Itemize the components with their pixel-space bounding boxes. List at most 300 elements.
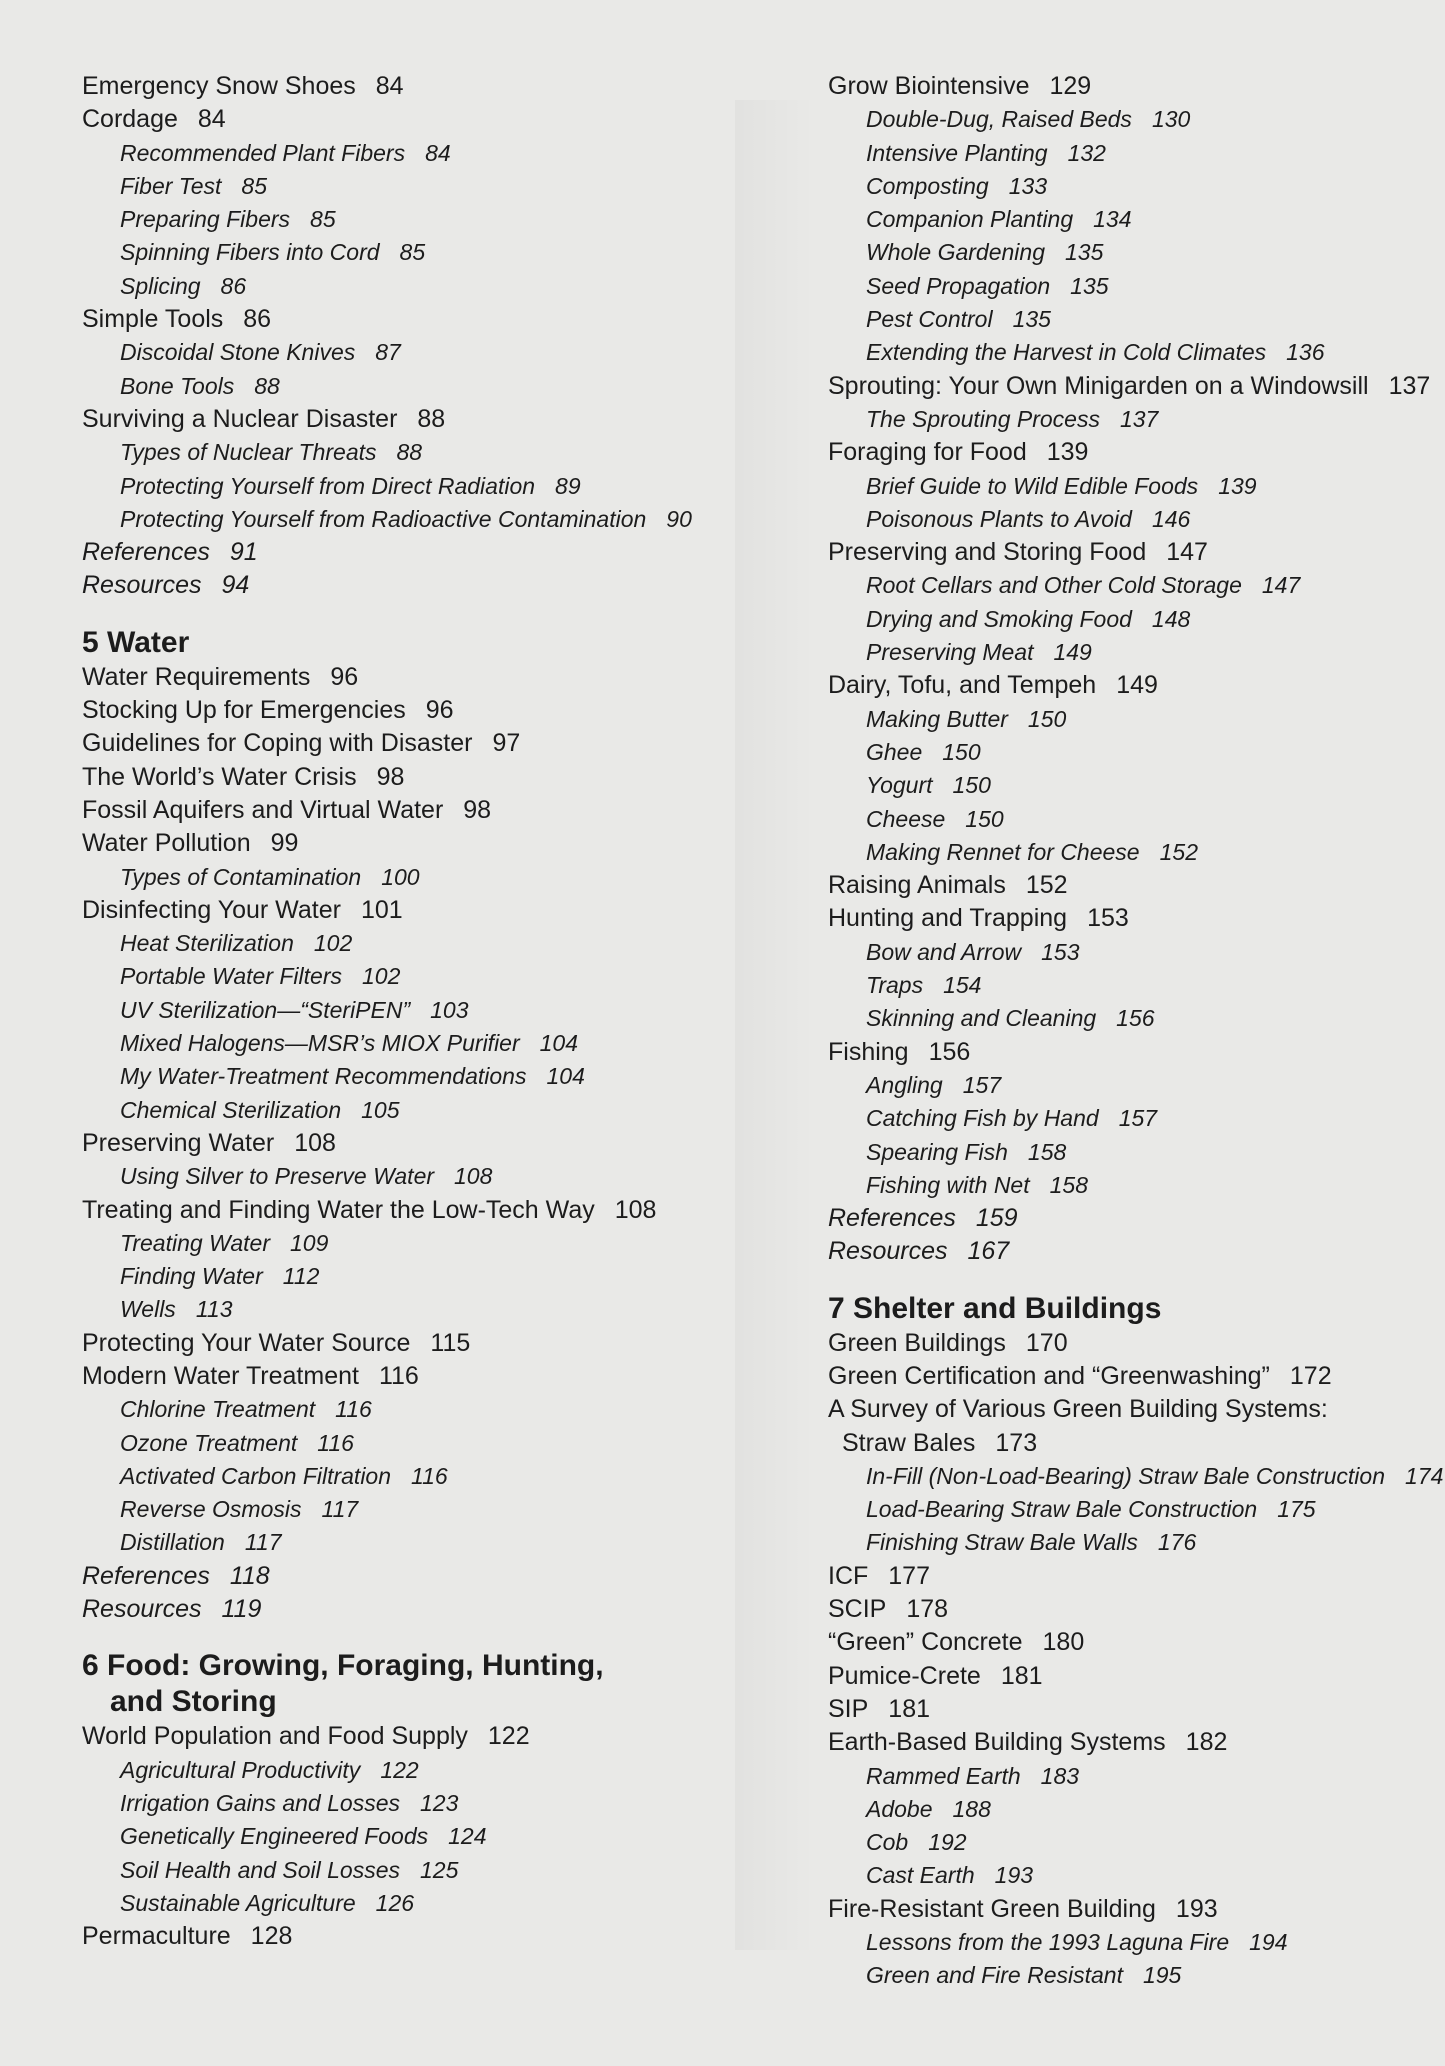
toc-entry[interactable] (828, 370, 1438, 403)
toc-subentry[interactable] (82, 960, 722, 993)
toc-entry[interactable] (828, 1427, 1438, 1460)
toc-entry[interactable] (82, 761, 722, 794)
chapter-heading (82, 625, 722, 661)
toc-page-number: 154 (943, 972, 982, 999)
toc-page-number: 84 (375, 72, 404, 100)
chapter-heading-title: 6 Food: Growing, Foraging, Hunting, (82, 1649, 604, 1683)
toc-page-number: 99 (270, 829, 299, 858)
toc-subentry[interactable] (82, 1854, 722, 1887)
toc-entry-title: World Population and Food Supply (82, 1722, 468, 1751)
toc-page-number: 194 (1249, 1929, 1288, 1956)
toc-subentry[interactable] (828, 336, 1438, 369)
chapter-heading-continuation: and Storing (110, 1685, 277, 1719)
toc-entry-title: Pumice-Crete (828, 1661, 981, 1690)
toc-entry-title: Agricultural Productivity (120, 1756, 361, 1783)
toc-entry-title: Raising Animals (828, 871, 1006, 900)
toc-entry-title: Types of Nuclear Threats (120, 439, 377, 466)
toc-entry-title: Resources (828, 1237, 948, 1266)
toc-entry-title: Water Requirements (82, 662, 311, 691)
toc-page-number: 150 (1027, 705, 1067, 732)
toc-entry-title: Resources (82, 1595, 202, 1624)
toc-subentry[interactable] (828, 1069, 1438, 1102)
toc-page-number: 182 (1185, 1728, 1228, 1757)
toc-page-number: 116 (411, 1462, 448, 1489)
toc-entry[interactable] (82, 1593, 722, 1626)
toc-subentry[interactable] (828, 236, 1438, 269)
toc-page-number: 148 (1151, 605, 1191, 632)
toc-subentry[interactable] (82, 1493, 722, 1526)
toc-subentry[interactable] (828, 137, 1438, 170)
toc-page-number: 98 (463, 795, 492, 824)
toc-page-number: 126 (375, 1889, 415, 1916)
toc-page-number: 104 (539, 1030, 579, 1057)
toc-page-number: 146 (1151, 505, 1191, 532)
toc-subentry[interactable] (828, 203, 1438, 236)
toc-entry-title: Finding Water (120, 1263, 263, 1290)
toc-subentry[interactable] (82, 203, 722, 236)
toc-entry-title: Dairy, Tofu, and Tempeh (828, 671, 1097, 700)
toc-page-number: 116 (335, 1396, 372, 1423)
toc-page-number: 98 (376, 762, 405, 791)
toc-subentry[interactable] (828, 470, 1438, 503)
toc-entry-title: Reverse Osmosis (120, 1496, 302, 1523)
toc-page-number: 94 (221, 571, 250, 600)
toc-subentry[interactable] (828, 1493, 1438, 1526)
toc-page-number: 115 (430, 1328, 471, 1357)
toc-page-number: 176 (1157, 1529, 1197, 1556)
toc-entry[interactable] (828, 70, 1438, 103)
toc-entry-title: In-Fill (Non-Load-Bearing) Straw Bale Construction (866, 1462, 1385, 1489)
toc-entry[interactable] (82, 661, 722, 694)
toc-entry[interactable] (82, 1720, 722, 1753)
toc-entry-title: References (828, 1204, 956, 1233)
toc-subentry[interactable] (82, 1060, 722, 1093)
toc-entry-title: Foraging for Food (828, 438, 1027, 467)
toc-entry-title: Catching Fish by Hand (866, 1105, 1099, 1132)
toc-entry-title: Splicing (120, 272, 201, 299)
toc-entry[interactable] (828, 1626, 1438, 1659)
toc-subentry[interactable] (828, 103, 1438, 136)
toc-page-number: 136 (1286, 339, 1325, 366)
toc-entry[interactable] (828, 536, 1438, 569)
toc-subentry[interactable] (828, 403, 1438, 436)
toc-page-number: 192 (928, 1829, 967, 1856)
toc-page-number: 86 (243, 305, 272, 334)
toc-page-number: 105 (361, 1096, 400, 1123)
toc-subentry[interactable] (828, 803, 1438, 836)
toc-entry[interactable] (82, 1920, 722, 1953)
toc-entry-title: Yogurt (866, 772, 933, 799)
toc-page-number: 103 (430, 996, 469, 1023)
toc-subentry[interactable] (82, 1393, 722, 1426)
toc-entry-title: Preserving Meat (866, 639, 1034, 666)
toc-entry-title: Intensive Planting (866, 139, 1048, 166)
toc-subentry[interactable] (82, 1160, 722, 1193)
toc-entry-title: Green Buildings (828, 1328, 1006, 1357)
toc-page-number: 137 (1388, 371, 1431, 400)
toc-subentry[interactable] (828, 503, 1438, 536)
toc-subentry[interactable] (828, 1169, 1438, 1202)
toc-subentry[interactable] (828, 1959, 1438, 1992)
toc-page-number: 117 (244, 1529, 282, 1556)
toc-entry[interactable] (828, 1202, 1438, 1235)
toc-entry-title: Whole Gardening (866, 239, 1045, 266)
toc-page-number: 132 (1067, 139, 1106, 166)
toc-page-number: 170 (1025, 1328, 1068, 1357)
toc-entry[interactable] (828, 1235, 1438, 1268)
toc-page-number: 101 (360, 895, 403, 924)
toc-entry-title: Cheese (866, 805, 946, 832)
toc-page-number: 178 (906, 1595, 949, 1624)
toc-page-number: 109 (289, 1229, 329, 1256)
toc-entry[interactable] (828, 869, 1438, 902)
toc-entry-title: Skinning and Cleaning (866, 1005, 1097, 1032)
toc-entry[interactable] (82, 103, 722, 136)
toc-entry-title: Preserving Water (82, 1128, 275, 1157)
toc-page-number: 193 (1175, 1894, 1218, 1923)
toc-subentry[interactable] (828, 603, 1438, 636)
toc-entry-title: Ghee (866, 738, 923, 765)
toc-entry-title: Permaculture (82, 1922, 231, 1951)
toc-page-number: 85 (310, 206, 336, 233)
toc-page-number: 150 (952, 772, 991, 799)
toc-entry-title: Pest Control (866, 306, 993, 333)
toc-subentry[interactable] (82, 994, 722, 1027)
toc-subentry[interactable] (82, 503, 722, 536)
toc-entry-title: Chlorine Treatment (120, 1396, 316, 1423)
toc-entry-title: Types of Contamination (120, 863, 362, 890)
toc-subentry[interactable] (828, 1926, 1438, 1959)
toc-entry[interactable] (828, 1036, 1438, 1069)
toc-page-number: 133 (1008, 172, 1048, 199)
toc-subentry[interactable] (82, 1260, 722, 1293)
toc-subentry[interactable] (828, 569, 1438, 602)
toc-page-number: 150 (942, 738, 981, 765)
toc-subentry[interactable] (82, 1427, 722, 1460)
toc-page-number: 159 (975, 1204, 1018, 1233)
toc-page-number: 123 (420, 1789, 459, 1816)
toc-entry-title: Fire-Resistant Green Building (828, 1894, 1156, 1923)
chapter-heading (828, 1291, 1438, 1327)
toc-subentry[interactable] (82, 1820, 722, 1853)
toc-entry-title: Protecting Yourself from Direct Radiation (120, 472, 536, 499)
toc-page-number: 102 (313, 930, 353, 957)
toc-subentry[interactable] (828, 303, 1438, 336)
toc-page-number: 135 (1070, 272, 1109, 299)
toc-entry[interactable] (828, 1726, 1438, 1759)
toc-entry-title: Stocking Up for Emergencies (82, 696, 406, 725)
toc-page-number: 87 (375, 339, 401, 366)
toc-subentry[interactable] (82, 1787, 722, 1820)
toc-subentry[interactable] (828, 1859, 1438, 1892)
toc-page-number: 113 (195, 1296, 233, 1323)
toc-entry-title: Making Rennet for Cheese (866, 838, 1140, 865)
toc-entry-title: Bow and Arrow (866, 938, 1022, 965)
toc-entry-title: Fishing (828, 1037, 909, 1066)
toc-entry-title: Protecting Yourself from Radioactive Contamination (120, 505, 647, 532)
toc-subentry[interactable] (82, 1027, 722, 1060)
chapter-heading-title: 5 Water (82, 625, 190, 659)
toc-page-number: 112 (282, 1263, 320, 1290)
toc-page-number: 125 (420, 1856, 459, 1883)
toc-entry-title: Companion Planting (866, 206, 1074, 233)
toc-subentry[interactable] (82, 170, 722, 203)
toc-entry-title: Cob (866, 1829, 909, 1856)
toc-entry-title: SIP (828, 1694, 869, 1723)
toc-page-number: 158 (1049, 1171, 1088, 1198)
toc-page-number: 116 (378, 1361, 419, 1390)
toc-entry[interactable] (82, 727, 722, 760)
toc-entry-title: Root Cellars and Other Cold Storage (866, 572, 1242, 599)
toc-entry[interactable] (82, 827, 722, 860)
toc-page-number: 167 (967, 1237, 1010, 1266)
toc-entry-title: Soil Health and Soil Losses (120, 1856, 400, 1883)
toc-page-number: 157 (1118, 1105, 1158, 1132)
toc-entry-title: Wells (120, 1296, 176, 1323)
toc-subentry[interactable] (828, 1102, 1438, 1135)
toc-entry-title: Protecting Your Water Source (82, 1328, 411, 1357)
toc-entry-title: Sustainable Agriculture (120, 1889, 356, 1916)
toc-entry[interactable] (82, 1360, 722, 1393)
toc-entry[interactable] (828, 669, 1438, 702)
toc-page-number: 86 (220, 272, 247, 299)
toc-entry-title: Resources (82, 571, 202, 600)
toc-entry[interactable] (828, 902, 1438, 935)
toc-entry-title: “Green” Concrete (828, 1628, 1023, 1657)
toc-page-number: 152 (1025, 871, 1068, 900)
toc-entry-title: UV Sterilization—“SteriPEN” (120, 996, 411, 1023)
toc-subentry[interactable] (828, 1526, 1438, 1559)
toc-entry-title: Earth-Based Building Systems (828, 1728, 1166, 1757)
toc-subentry[interactable] (828, 969, 1438, 1002)
toc-entry-title: Adobe (866, 1795, 933, 1822)
toc-entry[interactable] (82, 303, 722, 336)
toc-entry-title: Spearing Fish (866, 1138, 1008, 1165)
toc-page-number: 139 (1218, 472, 1257, 499)
toc-page-number: 91 (229, 538, 258, 567)
toc-page-number: 149 (1116, 671, 1158, 700)
toc-subentry[interactable] (828, 1826, 1438, 1859)
toc-entry-title: Extending the Harvest in Cold Climates (866, 339, 1267, 366)
toc-entry[interactable] (82, 70, 722, 103)
toc-entry-title: Hunting and Trapping (828, 904, 1068, 933)
toc-entry[interactable] (828, 1893, 1438, 1926)
toc-subentry[interactable] (828, 936, 1438, 969)
toc-page-number: 100 (381, 863, 420, 890)
toc-page-number: 119 (221, 1595, 262, 1624)
toc-entry-title: Composting (866, 172, 989, 199)
toc-subentry[interactable] (82, 1526, 722, 1559)
toc-page-number: 147 (1261, 572, 1301, 599)
toc-entry-title: Lessons from the 1993 Laguna Fire (866, 1929, 1230, 1956)
toc-page-number: 89 (555, 472, 581, 499)
toc-subentry[interactable] (828, 270, 1438, 303)
toc-subentry[interactable] (828, 1793, 1438, 1826)
toc-entry-title: Traps (866, 972, 924, 999)
toc-entry-title: Cast Earth (866, 1862, 975, 1889)
toc-entry[interactable] (828, 1693, 1438, 1726)
toc-entry[interactable] (82, 894, 722, 927)
toc-entry-title: Spinning Fibers into Cord (120, 239, 380, 266)
toc-subentry[interactable] (828, 703, 1438, 736)
toc-page-number: 139 (1046, 438, 1089, 467)
toc-subentry[interactable] (82, 436, 722, 469)
toc-page-number: 108 (294, 1128, 336, 1157)
toc-subentry[interactable] (82, 336, 722, 369)
toc-subentry[interactable] (82, 861, 722, 894)
toc-entry[interactable] (82, 1560, 722, 1593)
toc-entry[interactable] (828, 1327, 1438, 1360)
toc-page-number: 172 (1289, 1361, 1332, 1390)
toc-page-number: 130 (1151, 106, 1191, 133)
toc-entry-title: Distillation (120, 1529, 225, 1556)
toc-page-number: 135 (1065, 239, 1104, 266)
toc-entry[interactable] (828, 1393, 1438, 1426)
toc-page-number: 150 (965, 805, 1004, 832)
toc-entry[interactable] (82, 1127, 722, 1160)
toc-page-number: 118 (229, 1561, 270, 1590)
chapter-heading-title: 7 Shelter and Buildings (828, 1291, 1162, 1325)
toc-subentry[interactable] (82, 1293, 722, 1326)
toc-subentry[interactable] (82, 1227, 722, 1260)
toc-page-number: 85 (241, 172, 268, 199)
toc-subentry[interactable] (82, 927, 722, 960)
toc-page-number: 156 (1116, 1005, 1155, 1032)
toc-page-number: 88 (417, 404, 446, 433)
toc-page-number: 195 (1142, 1962, 1182, 1989)
toc-entry[interactable] (82, 536, 722, 569)
toc-subentry[interactable] (82, 236, 722, 269)
toc-entry-title: Water Pollution (82, 829, 251, 858)
toc-page-number: 183 (1040, 1762, 1080, 1789)
toc-page-number: 177 (888, 1561, 930, 1590)
toc-subentry[interactable] (828, 1136, 1438, 1169)
toc-subentry[interactable] (828, 1760, 1438, 1793)
toc-page-number: 153 (1041, 938, 1080, 965)
toc-entry[interactable] (82, 794, 722, 827)
toc-subentry[interactable] (82, 370, 722, 403)
toc-entry[interactable] (828, 1593, 1438, 1626)
toc-page-number: 157 (962, 1071, 1002, 1098)
toc-page-number: 158 (1027, 1138, 1067, 1165)
toc-entry-title: Straw Bales (842, 1428, 976, 1457)
toc-entry[interactable] (82, 403, 722, 436)
chapter-heading (82, 1648, 722, 1720)
toc-entry[interactable] (82, 569, 722, 602)
toc-page-number: 122 (380, 1756, 419, 1783)
toc-page-number: 149 (1053, 639, 1092, 666)
toc-entry-title: Using Silver to Preserve Water (120, 1163, 435, 1190)
toc-entry-title: Double-Dug, Raised Beds (866, 106, 1132, 133)
toc-subentry[interactable] (82, 137, 722, 170)
page-gutter-shadow (735, 100, 815, 1950)
toc-entry[interactable] (82, 694, 722, 727)
toc-entry-title: Chemical Sterilization (120, 1096, 342, 1123)
toc-entry-title: ICF (828, 1561, 869, 1590)
toc-entry-title: Simple Tools (82, 305, 224, 334)
toc-entry[interactable] (82, 1327, 722, 1360)
toc-entry-title: Portable Water Filters (120, 963, 342, 990)
toc-entry-title: Load-Bearing Straw Bale Construction (866, 1496, 1258, 1523)
toc-page-number: 97 (492, 729, 521, 758)
toc-entry-title: Preparing Fibers (120, 206, 291, 233)
toc-page-number: 96 (330, 662, 359, 691)
toc-page-number: 181 (888, 1694, 931, 1723)
toc-page-number: 173 (995, 1428, 1038, 1457)
toc-left-column (82, 70, 722, 1953)
toc-entry-title: Recommended Plant Fibers (120, 139, 406, 166)
toc-entry-title: Fiber Test (120, 172, 222, 199)
toc-entry-title: Irrigation Gains and Losses (120, 1789, 400, 1816)
toc-entry-title: Making Butter (866, 705, 1008, 732)
toc-entry-title: Poisonous Plants to Avoid (866, 505, 1132, 532)
toc-entry-title: Discoidal Stone Knives (120, 339, 356, 366)
toc-subentry[interactable] (82, 1460, 722, 1493)
toc-page-number: 153 (1087, 904, 1129, 933)
toc-entry-title: Cordage (82, 105, 178, 134)
toc-entry-title: Green and Fire Resistant (866, 1962, 1123, 1989)
toc-page-number: 152 (1159, 838, 1198, 865)
toc-subentry[interactable] (828, 1002, 1438, 1035)
toc-entry[interactable] (828, 1360, 1438, 1393)
toc-entry-title: Seed Propagation (866, 272, 1051, 299)
toc-page-number: 174 (1405, 1462, 1444, 1489)
toc-subentry[interactable] (82, 1094, 722, 1127)
toc-subentry[interactable] (82, 470, 722, 503)
toc-entry[interactable] (828, 436, 1438, 469)
toc-subentry[interactable] (82, 270, 722, 303)
toc-entry-title: Guidelines for Coping with Disaster (82, 729, 473, 758)
toc-entry[interactable] (828, 1560, 1438, 1593)
toc-entry-title: Sprouting: Your Own Minigarden on a Windowsill (828, 371, 1369, 400)
toc-entry[interactable] (82, 1194, 722, 1227)
toc-page-number: 122 (487, 1722, 530, 1751)
toc-page-number: 128 (250, 1922, 293, 1951)
toc-entry-title: Grow Biointensive (828, 72, 1030, 100)
toc-entry-title: Modern Water Treatment (82, 1361, 359, 1390)
toc-entry-title: Activated Carbon Filtration (120, 1462, 392, 1489)
toc-subentry[interactable] (82, 1887, 722, 1920)
toc-entry-title: Finishing Straw Bale Walls (866, 1529, 1138, 1556)
toc-entry-title: Preserving and Storing Food (828, 538, 1147, 567)
toc-page-number: 117 (321, 1496, 359, 1523)
toc-subentry[interactable] (828, 769, 1438, 802)
toc-entry-title: Rammed Earth (866, 1762, 1021, 1789)
toc-page-number: 180 (1042, 1628, 1085, 1657)
toc-subentry[interactable] (82, 1754, 722, 1787)
toc-subentry[interactable] (828, 736, 1438, 769)
toc-entry-title: SCIP (828, 1595, 887, 1624)
toc-entry-title: Ozone Treatment (120, 1429, 298, 1456)
toc-entry-title: Surviving a Nuclear Disaster (82, 404, 398, 433)
toc-entry-title: Genetically Engineered Foods (120, 1823, 429, 1850)
toc-page-number: 84 (197, 105, 226, 134)
toc-subentry[interactable] (828, 836, 1438, 869)
toc-page-number: 96 (425, 696, 454, 725)
toc-subentry[interactable] (828, 636, 1438, 669)
toc-subentry[interactable] (828, 170, 1438, 203)
toc-entry-title: Drying and Smoking Food (866, 605, 1132, 632)
toc-subentry[interactable] (828, 1460, 1444, 1493)
toc-page-number: 90 (666, 505, 692, 532)
toc-entry[interactable] (828, 1660, 1438, 1693)
toc-page-number: 84 (425, 139, 451, 166)
toc-page-number: 137 (1119, 405, 1159, 432)
toc-entry-title: Angling (866, 1071, 943, 1098)
toc-page-number: 85 (399, 239, 426, 266)
toc-entry-title: Heat Sterilization (120, 930, 294, 957)
toc-entry-title: Brief Guide to Wild Edible Foods (866, 472, 1199, 499)
